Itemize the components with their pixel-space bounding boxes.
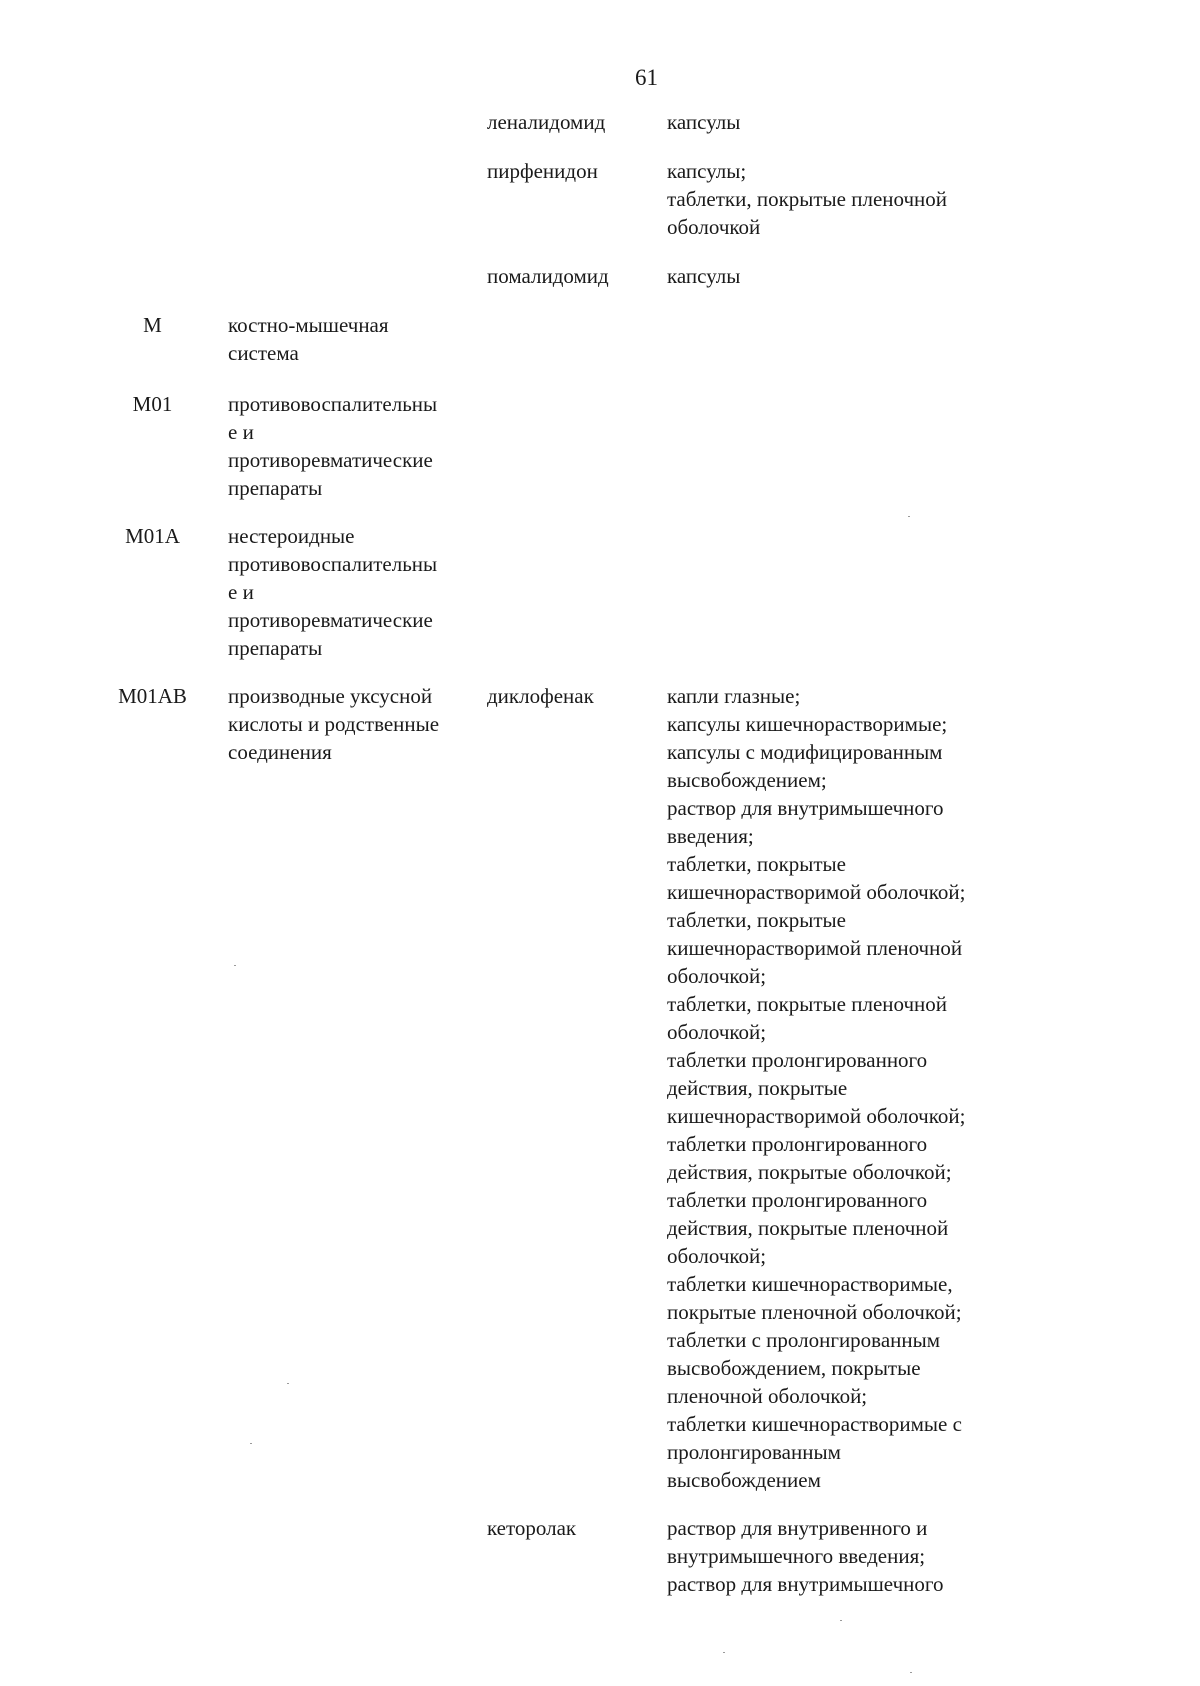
dosage-forms-line: таблетки пролонгированного	[667, 1048, 928, 1072]
dosage-forms-line: действия, покрытые оболочкой;	[667, 1160, 952, 1184]
dosage-forms-line: таблетки кишечнорастворимые с	[667, 1412, 962, 1436]
dosage-forms-line: таблетки пролонгированного	[667, 1188, 928, 1212]
dosage-forms-line: кишечнорастворимой оболочкой;	[667, 1104, 966, 1128]
dosage-forms-line: капсулы	[667, 110, 741, 134]
atc-group-name	[228, 311, 478, 367]
dosage-forms-line: таблетки пролонгированного	[667, 1132, 928, 1156]
drug-name: леналидомид	[487, 110, 606, 134]
dosage-forms-line: таблетки, покрытые	[667, 852, 846, 876]
atc-group-name-line: система	[228, 341, 299, 365]
dosage-forms-line: пролонгированным	[667, 1440, 841, 1464]
atc-code: M01A	[125, 524, 180, 548]
atc-group-name-line: е и	[228, 420, 254, 444]
drug-name: помалидомид	[487, 264, 609, 288]
atc-group-name-line: соединения	[228, 740, 332, 764]
atc-group-name-line: препараты	[228, 636, 323, 660]
dosage-forms-line: таблетки с пролонгированным	[667, 1328, 941, 1352]
dosage-forms-line: раствор для внутримышечного	[667, 796, 944, 820]
dosage-forms-line: капсулы кишечнорастворимые;	[667, 712, 948, 736]
dosage-forms-line: капсулы;	[667, 159, 747, 183]
dosage-forms-line: таблетки, покрытые	[667, 908, 846, 932]
atc-group-name	[228, 390, 478, 502]
atc-code: M	[143, 313, 162, 337]
scan-speck	[910, 1672, 912, 1673]
atc-group-name-line: противоревматические	[228, 608, 433, 632]
dosage-forms-line: таблетки, покрытые пленочной	[667, 992, 948, 1016]
drug-name: пирфенидон	[487, 159, 598, 183]
atc-group-name-line: препараты	[228, 476, 323, 500]
scan-speck	[250, 1443, 252, 1444]
dosage-forms-line: таблетки, покрытые пленочной	[667, 187, 948, 211]
atc-group-name-line: нестероидные	[228, 524, 355, 548]
dosage-forms-line: покрытые пленочной оболочкой;	[667, 1300, 962, 1324]
atc-group-name	[228, 682, 478, 766]
drug-name: кеторолак	[487, 1516, 577, 1540]
dosage-forms-line: раствор для внутривенного и	[667, 1516, 928, 1540]
dosage-forms-line: раствор для внутримышечного	[667, 1572, 944, 1596]
dosage-forms-line: капли глазные;	[667, 684, 801, 708]
dosage-forms-line: высвобождением;	[667, 768, 827, 792]
atc-group-name-line: противовоспалительны	[228, 552, 438, 576]
scan-speck	[287, 1383, 289, 1384]
page-number: 61	[635, 65, 658, 90]
dosage-forms-line: кишечнорастворимой пленочной	[667, 936, 963, 960]
atc-group-name	[228, 522, 478, 662]
dosage-forms-line: высвобождением	[667, 1468, 821, 1492]
atc-code: M01AB	[118, 684, 187, 708]
dosage-forms-line: действия, покрытые	[667, 1076, 848, 1100]
dosage-forms-line: внутримышечного введения;	[667, 1544, 926, 1568]
scan-speck	[234, 965, 236, 966]
atc-group-name-line: кислоты и родственные	[228, 712, 440, 736]
dosage-forms	[667, 157, 1047, 241]
scan-speck	[723, 1652, 725, 1653]
atc-group-name-line: костно-мышечная	[228, 313, 389, 337]
dosage-forms-line: таблетки кишечнорастворимые,	[667, 1272, 953, 1296]
dosage-forms-line: оболочкой;	[667, 1020, 767, 1044]
dosage-forms-line: действия, покрытые пленочной	[667, 1216, 949, 1240]
atc-code: M01	[132, 392, 173, 416]
atc-group-name-line: производные уксусной	[228, 684, 433, 708]
scan-speck	[840, 1620, 842, 1621]
dosage-forms-line: капсулы с модифицированным	[667, 740, 943, 764]
dosage-forms-line: капсулы	[667, 264, 741, 288]
dosage-forms-line: высвобождением, покрытые	[667, 1356, 921, 1380]
dosage-forms-line: оболочкой	[667, 215, 761, 239]
dosage-forms-line: кишечнорастворимой оболочкой;	[667, 880, 966, 904]
drug-name: диклофенак	[487, 684, 594, 708]
dosage-forms-line: оболочкой;	[667, 1244, 767, 1268]
dosage-forms	[667, 262, 1047, 290]
scan-speck	[908, 516, 910, 517]
atc-group-name-line: противоревматические	[228, 448, 433, 472]
dosage-forms	[667, 108, 1047, 136]
dosage-forms-line: пленочной оболочкой;	[667, 1384, 868, 1408]
dosage-forms-line: введения;	[667, 824, 754, 848]
dosage-forms	[667, 1514, 1047, 1598]
dosage-forms-line: оболочкой;	[667, 964, 767, 988]
atc-group-name-line: противовоспалительны	[228, 392, 438, 416]
dosage-forms	[667, 682, 1047, 1494]
atc-group-name-line: е и	[228, 580, 254, 604]
